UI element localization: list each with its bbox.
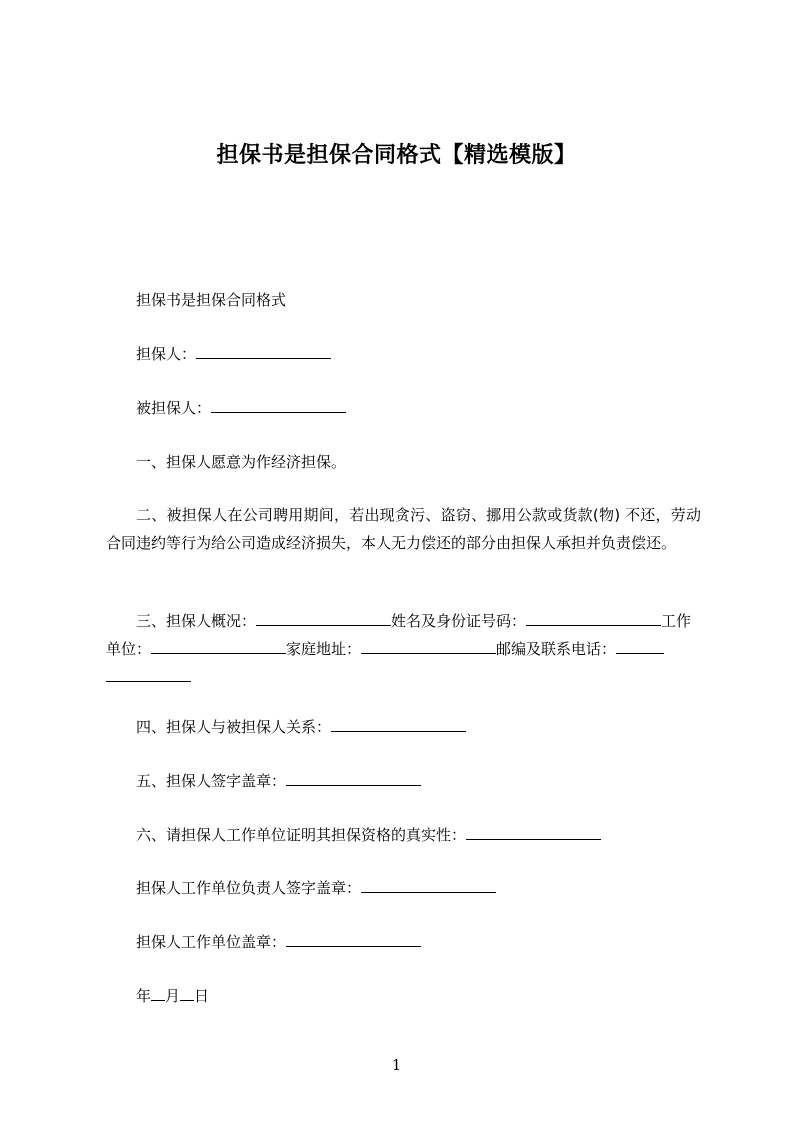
page-number: 1: [391, 1056, 402, 1074]
unit-seal-blank: [286, 945, 421, 947]
name-id-blank: [526, 624, 661, 626]
guaranteed-blank: [211, 411, 346, 413]
date-day: 日: [194, 987, 210, 1005]
relation-label: 四、担保人与被担保人关系：: [136, 718, 332, 736]
date-month: 月: [165, 987, 181, 1005]
work-unit-blank: [151, 652, 286, 654]
postcode-phone-blank-b: [106, 680, 191, 682]
subtitle: 担保书是担保合同格式: [136, 291, 287, 309]
relation-blank: [331, 730, 466, 732]
signature-blank: [286, 784, 421, 786]
unit-seal-line: [106, 928, 701, 956]
work-unit-label: 工作单位：: [106, 612, 692, 658]
clause-3: [106, 607, 701, 691]
date-line: [106, 982, 701, 1010]
month-blank: [151, 999, 165, 1001]
document-title: 担保书是担保合同格式【精选模版】: [216, 143, 577, 168]
guaranteed-line: [106, 394, 701, 422]
unit-leader-sign-label: 担保人工作单位负责人签字盖章：: [136, 879, 362, 897]
clause-5: [106, 767, 701, 795]
guarantor-label: 担保人：: [136, 345, 197, 363]
verification-label: 六、请担保人工作单位证明其担保资格的真实性：: [136, 826, 467, 844]
name-id-label: 姓名及身份证号码：: [391, 612, 527, 630]
postcode-phone-blank-a: [616, 652, 664, 654]
guarantor-line: [106, 340, 701, 368]
verification-blank: [466, 838, 601, 840]
address-label: 家庭地址：: [286, 640, 362, 658]
date-year: 年: [136, 987, 152, 1005]
postcode-phone-label: 邮编及联系电话：: [496, 640, 617, 658]
guarantor-blank: [196, 357, 331, 359]
day-blank: [180, 999, 194, 1001]
unit-seal-label: 担保人工作单位盖章：: [136, 933, 287, 951]
unit-leader-sign-line: [106, 874, 701, 902]
overview-blank: [256, 624, 391, 626]
unit-leader-sign-blank: [361, 891, 496, 893]
clause-4: [106, 713, 701, 741]
guaranteed-label: 被担保人：: [136, 399, 212, 417]
overview-label: 三、担保人概况：: [136, 612, 257, 630]
clause-2: 二、被担保人在公司聘用期间，若出现贪污、盗窃、挪用公款或货款(物) 不还，劳动合同违约等行为给公司造成经济损失，本人无力偿还的部分由担保人承担并负责偿还。: [106, 506, 701, 552]
clause-1: 一、担保人愿意为作经济担保。: [136, 453, 347, 471]
signature-label: 五、担保人签字盖章：: [136, 772, 287, 790]
clause-6: [106, 821, 701, 849]
address-blank: [361, 652, 496, 654]
